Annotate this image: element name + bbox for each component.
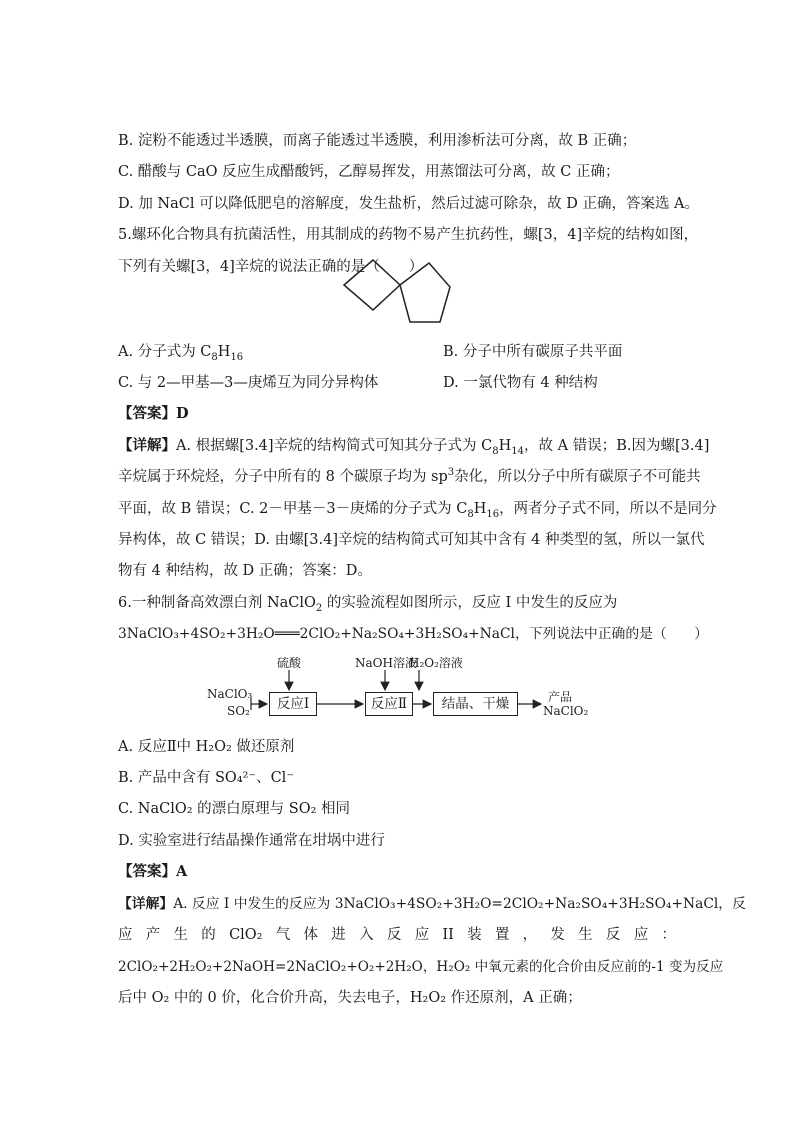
q6-stem-line2: 3NaClO₃+4SO₂+3H₂O═══2ClO₂+Na₂SO₄+3H₂SO₄+NaCl，下列说法中正确的是（ ） [118, 626, 709, 642]
spiro-octane-structure [330, 258, 460, 332]
justified-char: 入 [359, 927, 374, 943]
q6-option-a: A. 反应Ⅱ中 H₂O₂ 做还原剂 [118, 739, 295, 755]
q5-stem-line2: 下列有关螺[3，4]辛烷的说法正确的是（ ） [118, 259, 424, 275]
flow-output-product: 产品 [548, 690, 573, 704]
flow-input-naclo3: NaClO₃ [207, 687, 253, 701]
q5-option-d: D. 一氯代物有 4 种结构 [443, 375, 598, 391]
flow-reagent-naoh: NaOH溶液 [355, 656, 417, 670]
justified-char: 产 [145, 927, 161, 943]
flow-output-naclo2: NaClO₂ [543, 704, 589, 718]
q6-detail-line1: 【详解】A. 反应 I 中发生的反应为 3NaClO₃+4SO₂+3H₂O=2ClO₂+Na₂SO₄+3H₂SO₄+NaCl，反 [118, 896, 746, 912]
justified-char: 反 [605, 927, 621, 943]
justified-char: 进 [331, 927, 346, 943]
prev-option-b: B. 淀粉不能透过半透膜，而离子能透过半透膜，利用渗析法可分离，故 B 正确； [118, 133, 637, 149]
q6-detail-line3: 2ClO₂+2H₂O₂+2NaOH=2NaClO₂+O₂+2H₂O，H₂O₂ 中氧元素的化合价由反应前的-1 变为反应 [118, 959, 724, 975]
q6-answer: 【答案】A [118, 863, 188, 880]
q6-option-d: D. 实验室进行结晶操作通常在坩埚中进行 [118, 833, 385, 849]
justified-char: 发 [550, 927, 565, 943]
justified-char: 装 [467, 927, 482, 943]
flow-box-reaction-1: 反应Ⅰ [269, 692, 317, 716]
prev-option-c: C. 醋酸与 CaO 反应生成醋酸钙，乙醇易挥发，用蒸馏法可分离，故 C 正确； [118, 164, 620, 180]
justified-char: 应 [414, 927, 430, 943]
flow-reagent-h2o2: H₂O₂溶液 [409, 656, 463, 670]
justified-char: 生 [578, 927, 593, 943]
justified-char: 置 [494, 927, 510, 943]
q5-option-c: C. 与 2—甲基—3—庚烯互为同分异构体 [118, 375, 379, 391]
justified-char: 应 [633, 927, 649, 943]
flow-box-reaction-2: 反应Ⅱ [365, 692, 413, 716]
justified-char: 气 [275, 927, 291, 943]
flow-box-crystallize-dry: 结晶、干燥 [433, 692, 518, 716]
q5-detail-line4: 异构体，故 C 错误；D. 由螺[3.4]辛烷的结构简式可知其中含有 4 种类型的氢，所以一氯代 [118, 532, 705, 548]
q6-option-b: B. 产品中含有 SO₄²⁻、Cl⁻ [118, 770, 294, 786]
q5-stem-line1: 5.螺环化合物具有抗菌活性，用其制成的药物不易产生抗药性，螺[3，4]辛烷的结构如图， [118, 227, 699, 243]
q5-detail-line2: 辛烷属于环烷烃，分子中所有的 8 个碳原子均为 $sp^3$杂化，所以分子中所有碳原子不可能共 [118, 467, 701, 485]
q5-option-a: A. 分子式为 $C_8H_{16}$ [118, 344, 244, 363]
q5-detail-line3: 平面，故 B 错误；C. 2－甲基－3－庚烯的分子式为 $C_8H_{16}$，两者分子式不同，所以不是同分 [118, 501, 717, 520]
q5-answer: 【答案】D [118, 405, 189, 422]
q5-detail-line5: 物有 4 种结构，故 D 正确；答案：D。 [118, 563, 372, 579]
q5-option-b: B. 分子中所有碳原子共平面 [443, 344, 623, 360]
q6-detail-line4: 后中 O₂ 中的 0 价，化合价升高，失去电子，H₂O₂ 作还原剂，A 正确； [118, 990, 582, 1006]
flow-input-so2: SO₂ [227, 704, 250, 718]
q6-option-c: C. NaClO₂ 的漂白原理与 SO₂ 相同 [118, 801, 351, 817]
justified-char: ， [522, 927, 538, 943]
prev-option-d: D. 加 NaCl 可以降低肥皂的溶解度，发生盐析，然后过滤可除杂，故 D 正确，答案选 A。 [118, 196, 700, 212]
justified-char: 生 [173, 927, 189, 943]
justified-char: 反 [386, 927, 402, 943]
justified-char: 应 [118, 927, 133, 943]
q5-detail-line1: 【详解】A. 根据螺[3.4]辛烷的结构简式可知其分子式为 $C_8H_{14}$，故 A 错误；B.因为螺[3.4] [118, 437, 710, 457]
q6-flow-diagram [205, 652, 600, 722]
justified-char: II [442, 927, 454, 943]
justified-char: ： [661, 927, 676, 943]
justified-char: 的 [201, 927, 216, 943]
flow-reagent-sulfuric-acid: 硫酸 [277, 656, 302, 670]
justified-char: ClO₂ [229, 927, 263, 943]
q6-detail-line2 [118, 925, 676, 945]
justified-char: 体 [303, 927, 319, 943]
q6-stem-line1: 6.一种制备高效漂白剂 NaClO$_2$ 的实验流程如图所示，反应 I 中发生的反应为 [118, 595, 618, 614]
